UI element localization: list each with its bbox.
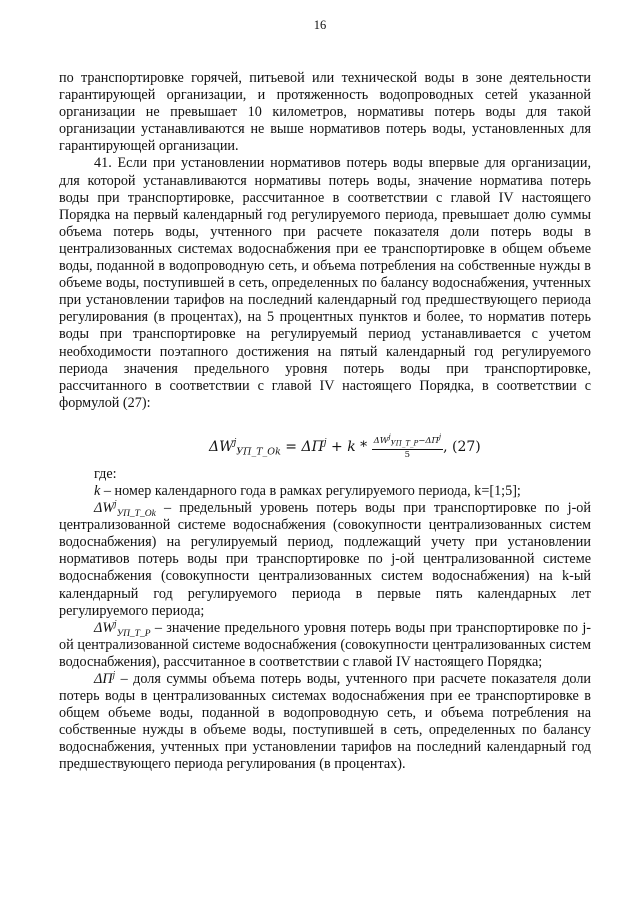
formula-term1-sup: j — [323, 437, 327, 448]
where-label: где: — [94, 465, 117, 482]
def1-symbol: ΔW — [94, 500, 115, 517]
def1-text: – предельный уровень потерь воды при транспортировке по j-ой централизованной системе водоснабжения (совокупности централизованных систем водоснабжения) на регулируемый период, подлежащий учету при установлении нормативов потерь воды при транспортировке по j-ой централизованной системе водоснабжения (совокупности централизованных систем водоснабжения) на k-ый календарный год регулируемого периода в первые пять календарных лет регулируемого периода; — [59, 500, 591, 619]
page-number: 16 — [313, 18, 327, 32]
formula-k: k — [347, 438, 356, 455]
def-k-symbol: k — [94, 482, 101, 499]
formula-term1: ΔП — [301, 438, 324, 455]
formula-label: , (27) — [443, 438, 481, 455]
formula-27 — [59, 420, 591, 460]
formula-equals: = — [280, 438, 302, 455]
def1-sup: j — [114, 498, 117, 509]
formula-fraction — [372, 432, 443, 462]
formula-expression — [209, 432, 481, 462]
definition-share — [59, 671, 591, 774]
def2-sub: УП_Т_Р — [116, 628, 151, 639]
definition-k — [59, 483, 591, 500]
def-k-text: – номер календарного года в рамках регулируемого периода, k=[1;5]; — [100, 482, 521, 499]
paragraph-41: 41. Если при установлении нормативов потерь воды впервые для организации, для которой устанавливаются нормативы потерь воды, значение норматива потерь воды при транспортировке, рассчитанное в соответствии с главой IV настоящего Порядка на первый календарный год регулируемого периода, превышает долю суммы объема потерь воды, учтенного при расчете показателя доли потерь воды в централизованных системах водоснабжения при ее транспортировке в общем объеме воды, поданной в водопроводную сеть, и объема потребления на собственные нужды в объеме воды, поступившей в сеть, определенных по балансу водоснабжения, учтенных при установлении тарифов на последний календарный год предшествующего периода регулирования (в процентах), на 5 процентных пунктов и более, то норматив потерь воды при транспортировке на регулируемый период устанавливается с учетом необходимости поэтапного достижения на пятый календарный год регулируемого периода значения предельного уровня потерь воды при транспортировке, рассчитанного в соответствии с главой IV настоящего Порядка, в соответствии с формулой (27): — [59, 155, 591, 411]
def1-sub: УП_Т_Ok — [116, 508, 156, 519]
frac-num-sub: УП_Т_Р — [390, 439, 419, 448]
formula-lhs-symbol: ΔW — [209, 438, 234, 455]
document-body — [59, 70, 591, 774]
frac-num-sup: j — [388, 432, 391, 441]
def2-symbol: ΔW — [94, 619, 115, 636]
paragraph-continued: по транспортировке горячей, питьевой или технической воды в зоне деятельности гарантирующей организации, и протяженность водопроводных сетей указанной организации не превышает 10 километров, нормативы потерь воды для такой организации устанавливаются не выше нормативов потерь воды, установленных для гарантирующей организации. — [59, 70, 591, 155]
frac-num-symbol: ΔW — [373, 435, 389, 446]
definition-limit-level — [59, 500, 591, 620]
def2-sup: j — [114, 617, 117, 628]
formula-lhs-sup: j — [233, 437, 237, 448]
definition-limit-value — [59, 617, 591, 671]
formula-multiply: * — [355, 438, 372, 455]
formula-plus: + — [326, 438, 348, 455]
formula-lhs-sub: УП_Т_Ok — [236, 446, 281, 458]
def3-symbol: ΔП — [94, 671, 113, 687]
frac-num-rest-sup: j — [438, 432, 442, 441]
formula-fraction-numerator — [372, 432, 443, 451]
def3-text: – доля суммы объема потерь воды, учтенного при расчете показателя доли потерь воды в централизованных системах водоснабжения при ее транспортировке в общем объеме воды, поданной в водопроводную сеть, и объема потребления на собственные нужды в объеме воды, поступившей в сеть, определенных по балансу водоснабжения, учтенных при установлении тарифов на последний календарный год предшествующего периода регулирования (в процентах). — [59, 671, 591, 773]
formula-fraction-denominator: 5 — [404, 450, 411, 461]
def2-text: – значение предельного уровня потерь воды при транспортировке по j-ой централизованной системе водоснабжения (совокупности централизованных систем водоснабжения), рассчитанное в соответствии с главой IV настоящего Порядка; — [59, 619, 591, 670]
def3-sup: j — [112, 669, 116, 680]
frac-num-rest: −ΔП — [418, 435, 439, 446]
